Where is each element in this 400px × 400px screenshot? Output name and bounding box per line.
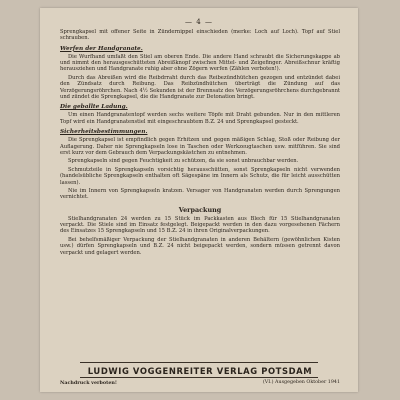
- paragraph-werfen-2: Durch das Abreißen wird die Reibdrraht durch das Reibezündhütchen gezogen und entzündet dabei den Zündsatz durch Reibung. Das Reibzündhütchen überträgt die Zündung auf das Verzögerungsröhrchen. Nach 4½ Sekunden ist der Brennsatz des Verzögerungsröhrchens durchgebrannt und zündet die Sprengkapsel, die die Handgranate zur Detonation bringt.: [60, 74, 340, 100]
- section-heading-geballte-ladung: Die geballte Ladung.: [60, 104, 128, 111]
- publisher-name: LUDWIG VOGGENREITER VERLAG POTSDAM: [87, 366, 313, 376]
- section-heading-sicherheit: Sicherheitsbestimmungen.: [60, 129, 148, 136]
- paragraph-verpackung-1: Stielhandgranaten 24 werden zu 15 Stück im Packkasten aus Blech für 15 Stielhandgranaten verpackt. Die Stiele sind im Einsatz festgelegt. Beigepackt werden in den dazu vorgesehenen Fächern des Einsatzes 15 Sprengkapseln und 15 B.Z. 24 in ihren Originalverpackungen.: [60, 215, 340, 235]
- issue-date: (VI.) Ausgegeben Oktober 1941: [262, 380, 340, 385]
- bottom-divider: [80, 377, 318, 378]
- document-body: [60, 29, 340, 258]
- paragraph-werfen-1: Die Wurfhand umfaßt den Stiel am oberen Ende. Die andere Hand schraubt die Sicherungskappe ab und nimmt den herausgeschütteten Abreißknopf zwischen Mittel- und Zeigefinger. Abreißschnur kräftig herausziehen und Handgranate ruhig aber ohne Zögern werfen (Zählen verboten!).: [60, 53, 340, 73]
- paragraph-geballte-ladung: Um einen Handgranatentopf werden sechs weitere Töpfe mit Draht gebunden. Nur in den mittleren Topf wird ein Handgranatenstiel mit eingeschraubtem B.Z. 24 und Sprengkapsel gesteckt.: [60, 112, 340, 125]
- section-heading-verpackung: Verpackung: [178, 205, 222, 214]
- page-number: — 4 —: [185, 18, 213, 26]
- section-heading-werfen: Werfen der Handgranate.: [60, 45, 143, 52]
- paragraph-sicherheit-1: Die Sprengkapsel ist empfindlich gegen Erhitzen und gegen mäßigen Schlag, Stoß oder Reibung der Auflagerung. Daher nie Sprengkapseln lose in Taschen oder Werkzeugtaschen usw. mitführen. Sie sind erst kurz vor dem Gebrauch dem Verpackungskästchen zu entnehmen.: [60, 137, 340, 156]
- reprint-notice: Nachdruck verboten!: [60, 380, 117, 386]
- paragraph-sicherheit-4: Nie im Innern von Sprengkapseln kratzen. Versager von Handgranaten werden durch Sprengungen vernichtet.: [60, 187, 340, 201]
- document-page: [40, 8, 358, 392]
- top-divider: [80, 362, 318, 363]
- footer: [60, 380, 340, 386]
- paragraph-sicherheit-2: Sprengkapseln sind gegen Feuchtigkeit zu schützen, da sie sonst unbrauchbar werden.: [68, 158, 299, 165]
- intro-paragraph: Sprengkapsel mit offener Seite in Zündernippel einschieden (merke: Loch auf Loch). Topf auf Stiel schrauben.: [60, 29, 340, 42]
- paragraph-sicherheit-3: Schmutzteile in Sprengkapseln vorsichtig herausschütten, sonst Sprengkapseln nicht verwenden (handelsübliche Sprengkapseln enthalten oft Sägespäne im Innern als Schutz, die für leicht ausschütten lassen).: [60, 166, 340, 186]
- paragraph-verpackung-2: Bei behelfsmäßiger Verpackung der Stielhandgranaten in anderen Behältern (gewöhnlichen Kisten usw.) dürfen Sprengkapseln und B.Z. 24 nicht beigepackt werden, sondern müssen getrennt davon verpackt und gelagert werden.: [60, 236, 340, 256]
